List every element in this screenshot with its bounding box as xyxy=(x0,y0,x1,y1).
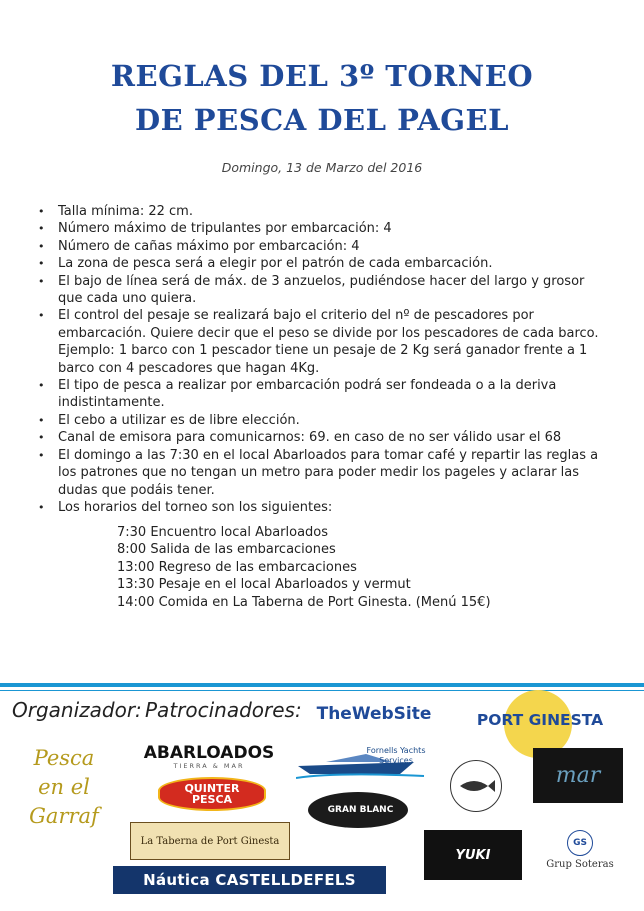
rule-item: • Los horarios del torneo son los siguientes: xyxy=(38,499,608,516)
logo-monogram: GS xyxy=(567,830,593,856)
event-date: Domingo, 13 de Marzo del 2016 xyxy=(221,160,423,175)
fishing-club-logo xyxy=(450,760,502,812)
schedule-item: 7:30 Encuentro local Abarloados xyxy=(117,525,329,540)
organizer-label: Organizador: xyxy=(12,698,142,722)
rule-item: • La zona de pesca será a elegir por el patrón de cada embarcación. xyxy=(38,255,608,272)
schedule-item: 13:30 Pesaje en el local Abarloados y vermut xyxy=(117,577,411,593)
rules-list xyxy=(38,203,608,516)
title-line-1: REGLAS DEL 3º TORNEO xyxy=(110,59,534,93)
rule-item: • El cebo a utilizar es de libre elección. xyxy=(38,412,608,429)
fornells-yachts-logo xyxy=(296,740,426,780)
logo-text: La Taberna de Port Ginesta xyxy=(140,835,280,847)
port-ginesta-logo xyxy=(460,690,620,750)
taberna-port-ginesta-logo xyxy=(130,822,290,860)
logo-text: ABARLOADOS xyxy=(143,743,275,763)
logo-text: Grup Soteras xyxy=(546,859,614,870)
rule-item: • El control del pesaje se realizará bajo el criterio del nº de pescadores por embarcación. Quiere decir que el peso se divide por los pescadores de cada barco. Ejemplo: 1 barco con 1 pescador tiene un pesaje de 2 Kg será ganador frente a 1 barco con 4 pescadores que hagan 4Kg. xyxy=(38,307,608,377)
fish-icon xyxy=(456,776,496,796)
title-line-2: DE PESCA DEL PAGEL xyxy=(134,103,510,137)
sponsors-label: Patrocinadores: xyxy=(145,698,302,722)
logo-text: Garraf xyxy=(29,804,99,828)
logo-text: Pesca xyxy=(33,746,95,770)
gran-blanc-logo xyxy=(308,786,413,834)
rule-item: • El tipo de pesca a realizar por embarcación podrá ser fondeada o a la deriva indistintamente. xyxy=(38,377,608,412)
abarloados-logo xyxy=(140,742,278,772)
rule-item: • Canal de emisora para comunicarnos: 69. en caso de no ser válido usar el 68 xyxy=(38,429,608,446)
thewebsite-logo: TheWebSite xyxy=(316,704,432,724)
grup-soteras-logo xyxy=(536,820,624,880)
nautica-castelldefels-logo: Náutica CASTELLDEFELS xyxy=(113,866,386,894)
schedule-list xyxy=(117,524,491,611)
quinter-pesca-logo xyxy=(158,777,266,811)
yuki-logo: YUKI xyxy=(424,830,522,880)
logo-text: Fornells Yachts Services xyxy=(366,746,426,765)
logo-subtext: TIERRA & MAR xyxy=(173,762,245,770)
rule-item: • Número máximo de tripulantes por embarcación: 4 xyxy=(38,220,608,237)
rule-item: • Número de cañas máximo por embarcación: 4 xyxy=(38,238,608,255)
footer-divider xyxy=(0,683,644,687)
rule-item: • Talla mínima: 22 cm. xyxy=(38,203,608,220)
rule-item: • El bajo de línea será de máx. de 3 anzuelos, pudiéndose hacer del largo y grosor que cada uno quiera. xyxy=(38,273,608,308)
logo-text: GRAN BLANC xyxy=(327,805,394,815)
schedule-item: 8:00 Salida de las embarcaciones xyxy=(117,542,336,558)
logo-subtext: PESCA xyxy=(191,793,233,806)
logo-text: QUINTER xyxy=(184,782,240,795)
pesca-en-el-garraf-logo xyxy=(14,740,114,835)
schedule-item: 14:00 Comida en La Taberna de Port Ginesta. (Menú 15€) xyxy=(117,594,491,610)
schedule-item: 13:00 Regreso de las embarcaciones xyxy=(117,559,357,575)
logo-text: en el xyxy=(38,775,90,799)
logo-text: PORT GINESTA xyxy=(476,711,604,729)
mar-logo: mar xyxy=(533,748,623,803)
rule-item: • El domingo a las 7:30 en el local Abarloados para tomar café y repartir las reglas a los patrones que no tengan un metro para poder medir los pageles y aclarar las dudas que podáis tener. xyxy=(38,447,608,499)
